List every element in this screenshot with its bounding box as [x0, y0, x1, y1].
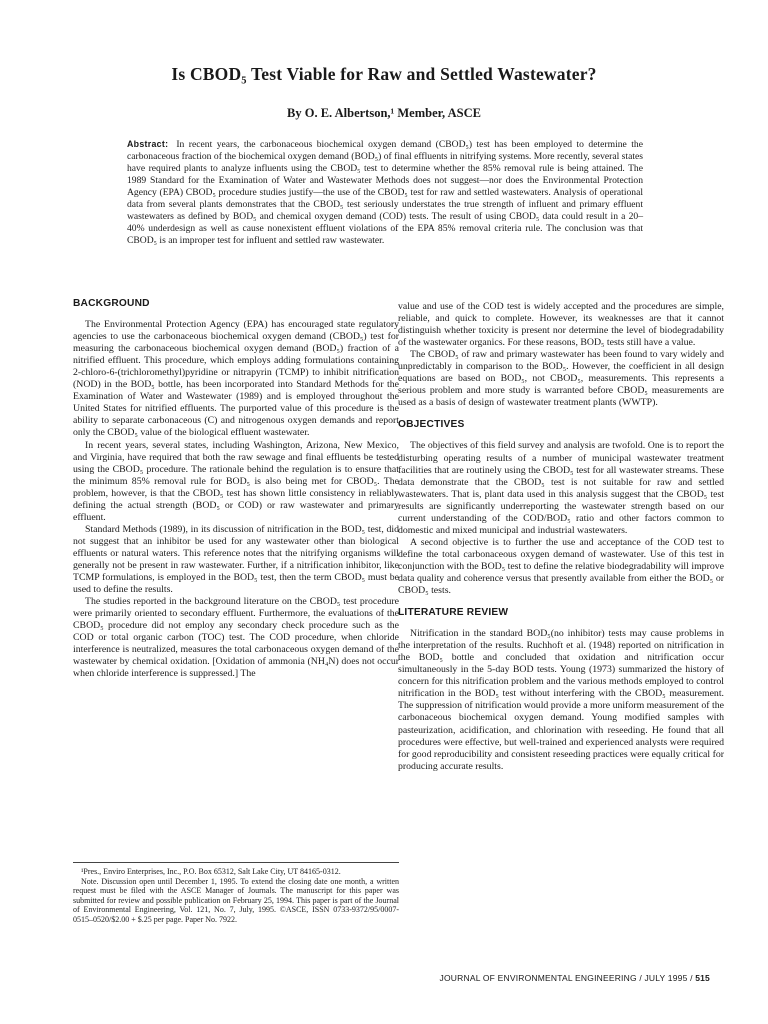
abstract-label: Abstract: [127, 139, 169, 149]
objectives-paragraph-1: The objectives of this field survey and analysis are twofold. One is to report the disturbing operating results of a number of municipal wastewater treatment facilities that are routinely using the CBOD₅ test for all wastewater streams. These data demonstrate that the CBOD₅ test is not suitable for raw and settled wastewaters. That is, plant data used in this analysis suggest that the CBOD₅ test results are significantly underreporting the wastewater strength based on our current understanding of the COD/BOD₅ ratio and other factors common to domestic and mixed municipal and industrial wastewaters. [398, 440, 724, 536]
background-paragraph-1: The Environmental Protection Agency (EPA) has encouraged state regulatory agencies to use the carbonaceous biochemical oxygen demand (CBOD₅) test for measuring the carbonaceous biochemical oxygen demand (BOD₅) fraction of a nitrified effluent. This procedure, which employs adding formulations containing 2-chloro-6-(trichloromethyl)pyridine or nitrapyrin (TCMP) to inhibit nitrification (NOD) in the BOD₅ bottle, has been incorporated into Standard Methods for the Examination of Water and Wastewater (1989) and is employed throughout the United States for nitrified effluents. The purported value of this procedure is the ability to separate carbonaceous (C) and nitrogenous oxygen demands and report only the CBOD₅ value of the biological effluent wastewater. [73, 319, 399, 439]
footnote-discussion-note: Note. Discussion open until December 1, 1995. To extend the closing date one month, a written request must be filed with the ASCE Manager of Journals. The manuscript for this paper was submitted for review and possible publication on February 25, 1994. This paper is part of the Journal of Environmental Engineering, Vol. 121, No. 7, July, 1995. ©ASCE, ISSN 0733-9372/95/0007-0515–0520/$2.00 + $.25 per page. Paper No. 7922. [73, 876, 399, 924]
section-heading-objectives: OBJECTIVES [398, 419, 465, 431]
background-paragraph-2: In recent years, several states, including Washington, Arizona, New Mexico, and Virginia, have required that both the raw sewage and final effluents be tested using the CBOD₅ procedure. The rationale behind the regulation is to ensure that the minimum 85% removal rule for BOD₅ is also being met for CBOD₅. The problem, however, is that the CBOD₅ test has shown little consistency in reliably defining the actual strength (BOD₅ or COD) or raw wastewater and primary effluent. [73, 439, 399, 523]
section-heading-literature-review: LITERATURE REVIEW [398, 607, 509, 619]
section-heading-background: BACKGROUND [73, 298, 150, 309]
objectives-paragraph-2: A second objective is to further the use and acceptance of the COD test to define the total carbonaceous oxygen demand of wastewater. Use of this test in conjunction with the BOD₅ test to define the relative biodegradability will improve data quality and coherence versus that presently available from either the BOD₅ or CBOD₅ tests. [398, 536, 724, 597]
abstract [127, 138, 643, 247]
footnote-affiliation: ¹Pres., Enviro Enterprises, Inc., P.O. Box 65312, Salt Lake City, UT 84165-0312. [81, 867, 341, 876]
literature-paragraph-1: Nitrification in the standard BOD₅(no inhibitor) tests may cause problems in the interpretation of the results. Ruchhoft et al. (1948) reported on nitrification in the BOD₅ bottle and concluded that oxidation and nitrification occur simultaneously in the 5-day BOD tests. Young (1973) summarized the history of concern for this nitrification problem and the various methods employed to control nitrification in the BOD₅ test without interfering with the CBOD₅ measurement. The suppression of nitrification would provide a more uniform measurement of the carbonaceous biochemical oxygen demand. Young modified samples with pasteurization, acidification, and chlorination with reseeding. He found that all procedures were effective, but well-trained and experienced analysts were required for good reproducibility and consistent reseeding practices were equally critical for producing accurate results. [398, 628, 724, 772]
background-paragraph-3: Standard Methods (1989), in its discussion of nitrification in the BOD₅ test, did not suggest that an inhibitor be used for any wastewater other than biological effluents or natural waters. This reference notes that the nitrifying organisms will generally not be present in raw wastewater. Further, if a nitrification inhibitor, like TCMP formulations, is employed in the BOD₅ test, then the term CBOD₅ must be used to define the results. [73, 523, 399, 596]
background-paragraph-4: The studies reported in the background literature on the CBOD₅ test procedure were primarily oriented to secondary effluent. Furthermore, the evaluations of the CBOD₅ procedure did not employ any secondary check procedure such as the COD or total organic carbon (TOC) test. The COD procedure, when chloride interference is neutralized, measures the total carbonaceous oxygen demand of the wastewater by chemical oxidation. [Oxidation of ammonia (NH₄N) does not occur when chloride interference is suppressed.] The [73, 596, 399, 680]
author-line: By O. E. Albertson,¹ Member, ASCE [287, 106, 481, 120]
left-column [73, 298, 399, 680]
intro-continuation-paragraph: value and use of the COD test is widely accepted and the procedures are simple, reliable, and quick to complete. However, its weaknesses are that it cannot distinguish whether toxicity is present nor determine the level of biodegradability of the wastewater organics. For these reasons, BOD₅ tests still have a value. [398, 301, 724, 349]
journal-footer-text: JOURNAL OF ENVIRONMENTAL ENGINEERING / JULY 1995 / [439, 973, 696, 983]
page-footer [440, 973, 710, 983]
abstract-text: In recent years, the carbonaceous biochemical oxygen demand (CBOD₅) test has been employed to determine the carbonaceous fraction of the biochemical oxygen demand (BOD₅) of final effluents in nitrifying systems. More recently, several states have required plants to analyze influents using the CBOD₅ test to determine whether the 85% removal rule is being attained. The 1989 Standard for the Examination of Water and Wastewater Methods does not suggest—nor does the Environmental Protection Agency (EPA) CBOD₅ procedure studies justify—the use of the CBOD₅ test for raw and settled wastewaters. Analysis of operational data from several plants demonstrates that the CBOD₅ test seriously understates the true strength of influent and primary effluent wastewaters as defined by BOD₅ and chemical oxygen demand (COD) tests. The result of using CBOD₅ data could result in a 20–40% underdesign as well as cause nonexistent effluent violations of the EPA 85% removal criteria rule. The conclusion was that CBOD₅ is an improper test for influent and settled raw wastewater. [127, 139, 643, 247]
paper-title: Is CBOD₅ Test Viable for Raw and Settled Wastewater? [171, 64, 597, 84]
footnotes [73, 862, 399, 925]
intro-paragraph-2: The CBOD₅ of raw and primary wastewater has been found to vary widely and unpredictably in comparison to the BOD₅. However, the coefficient in all design equations are based on BOD₅, not CBOD₅, measurements. This represents a serious problem and more study is warranted before CBOD₅ measurements are used as a basis of design of wastewater treatment plants (WWTP). [398, 349, 724, 409]
page-number: 515 [695, 973, 710, 983]
right-column [398, 301, 724, 773]
